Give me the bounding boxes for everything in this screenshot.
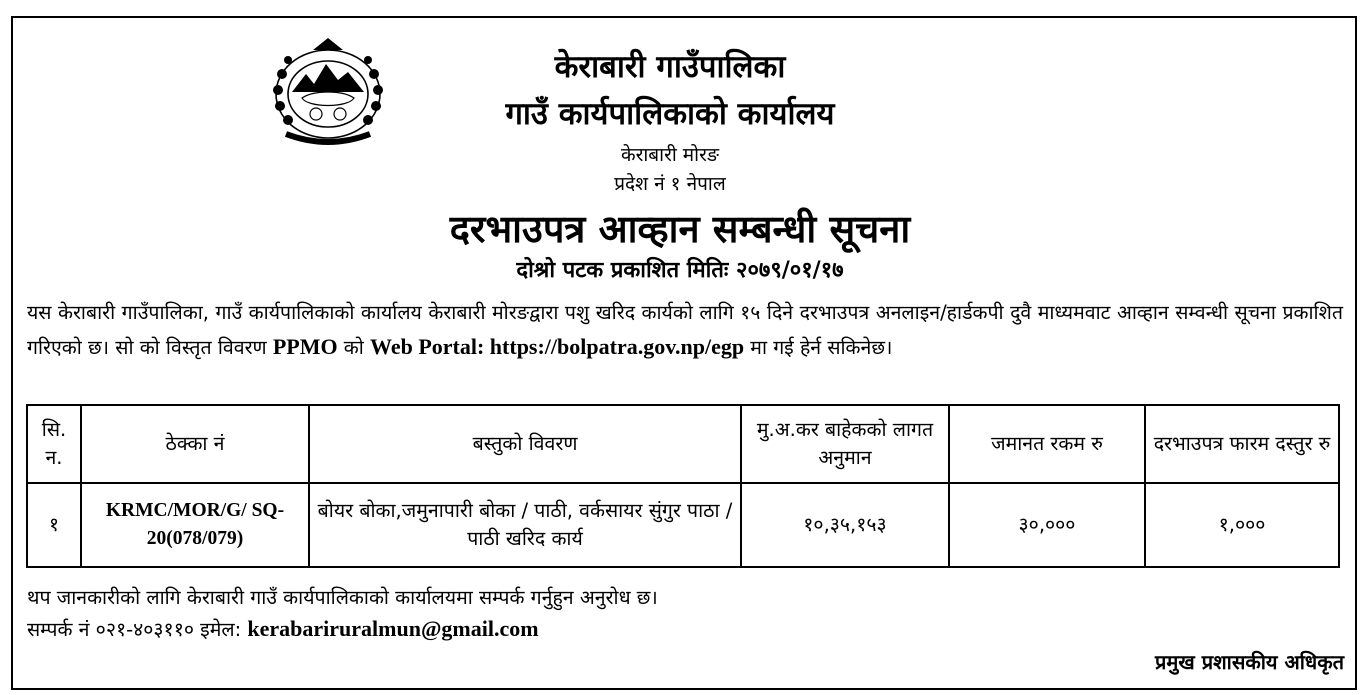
org-name: केराबारी गाउँपालिका xyxy=(554,49,786,85)
col-header-bid-security: जमानत रकम रु xyxy=(949,405,1145,483)
body-text-part1: यस केराबारी गाउँपालिका, गाउँ कार्यपालिकाको कार्यालय केराबारी मोरङद्वारा पशु खरिद कार्यको लागि १५ दिने दरभाउपत्र अनलाइन/हार्डकपी दुवै माध्यमवाट आव्हान सम्वन्धी सूचना प्रकाशित गरिएको छ। सो को विस्तृत विवरण xyxy=(27,301,1343,359)
cell-form-fee: १,००० xyxy=(1145,483,1339,567)
col-header-contract-no: ठेक्का नं xyxy=(81,405,309,483)
contact-label: सम्पर्क नं ०२१-४०३११० इमेल: xyxy=(27,618,248,641)
body-text-part2: को xyxy=(337,336,371,359)
signatory: प्रमुख प्रशासकीय अधिकृत xyxy=(1155,650,1344,674)
col-header-sn: सि. न. xyxy=(27,405,81,483)
table-header-row xyxy=(27,405,1339,483)
web-portal-link[interactable]: Web Portal: https://bolpatra.gov.np/egp xyxy=(370,334,745,359)
col-header-description: बस्तुको विवरण xyxy=(309,405,741,483)
cell-bid-security: ३०,००० xyxy=(949,483,1145,567)
col-header-form-fee: दरभाउपत्र फारम दस्तुर रु xyxy=(1145,405,1339,483)
province-line: प्रदेश नं १ नेपाल xyxy=(614,173,726,195)
notice-body xyxy=(27,296,1343,365)
body-text-part3: मा गई हेर्न सकिनेछ। xyxy=(744,336,893,359)
table-row xyxy=(27,483,1339,567)
office-name: गाउँ कार्यपालिकाको कार्यालय xyxy=(505,96,835,132)
bid-table xyxy=(26,404,1340,568)
cell-contract-no: KRMC/MOR/G/ SQ-20(078/079) xyxy=(81,483,309,567)
cell-cost-estimate: १०,३५,१५३ xyxy=(741,483,949,567)
office-address: केराबारी मोरङ xyxy=(621,144,719,166)
contact-line xyxy=(27,615,539,644)
info-line: थप जानकारीको लागि केराबारी गाउँ कार्यपालिकाको कार्यालयमा सम्पर्क गर्नुहुन अनुरोध छ। xyxy=(27,586,658,609)
cell-sn: १ xyxy=(27,483,81,567)
notice-title: दरभाउपत्र आव्हान सम्बन्धी सूचना xyxy=(449,207,911,251)
ppmo-label: PPMO xyxy=(272,334,338,359)
notice-subtitle: दोश्रो पटक प्रकाशित मितिः २०७९/०१/१७ xyxy=(516,258,844,283)
col-header-cost-estimate: मु.अ.कर बाहेकको लागत अनुमान xyxy=(741,405,949,483)
nepal-government-emblem xyxy=(258,34,398,156)
email-link[interactable]: kerabariruralmun@gmail.com xyxy=(247,616,539,641)
cell-description: बोयर बोका,जमुनापारी बोका / पाठी, वर्कसायर सुंगुर पाठा / पाठी खरिद कार्य xyxy=(309,483,741,567)
